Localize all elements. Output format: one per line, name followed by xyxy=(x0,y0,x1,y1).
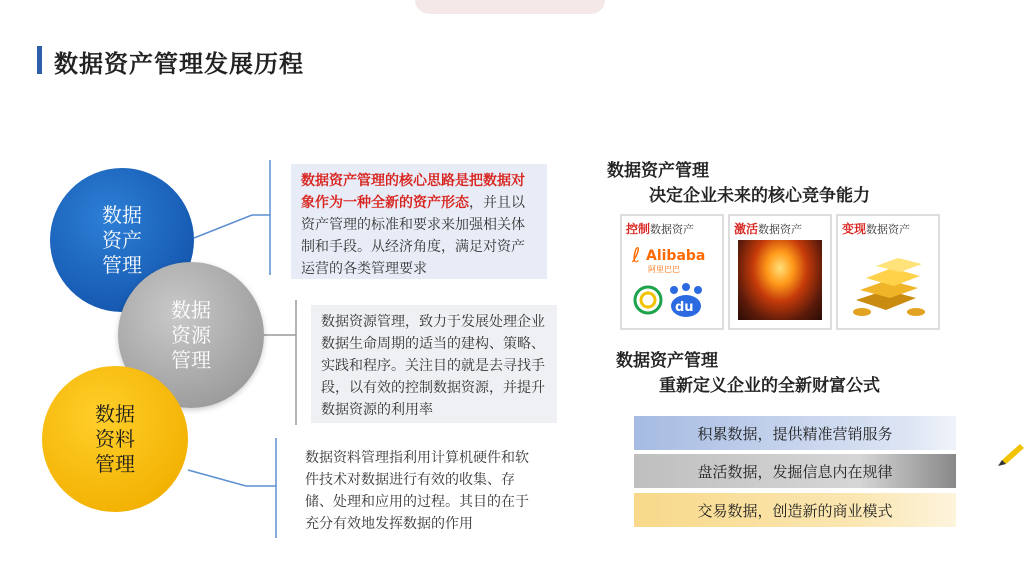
page-title: 数据资产管理发展历程 xyxy=(54,50,304,78)
pencil-icon xyxy=(998,438,1024,468)
formula-bar-activate: 盘活数据，发掘信息内在规律 xyxy=(634,454,956,488)
circle-resource-management: 数据 资源 管理 xyxy=(118,262,264,408)
heading-2-line1: 数据资产管理 xyxy=(616,351,718,371)
text-box-resource: 数据资源管理，致力于发展处理企业数据生命周期的适当的建构、策略、实践和程序。关注目的就是去寻找手段，以有效的控制数据资源，并提升数据资源的利用率 xyxy=(311,305,557,423)
asset-body-text: ，并且以资产管理的标准和要求来加强相关体制和手段。从经济角度，满足对资产运营的各类管理要求 xyxy=(301,195,525,277)
asset-highlight-text: 数据资产管理的核心思路是把数据对象作为一种全新的资产形态 xyxy=(301,173,525,211)
heading-1-line2: 决定企业未来的核心竞争能力 xyxy=(649,186,870,206)
svg-text:ℓ: ℓ xyxy=(632,243,641,267)
explosion-image-icon xyxy=(738,240,822,320)
baidu-logo-text: du xyxy=(675,300,694,315)
card-monetize-label: 变现数据资产 xyxy=(842,222,911,236)
card-control xyxy=(620,214,724,330)
connector-asset xyxy=(194,215,270,238)
gold-bars-icon xyxy=(846,240,930,320)
connector-material xyxy=(188,470,276,486)
card-activate xyxy=(728,214,832,330)
heading-1-line1: 数据资产管理 xyxy=(607,161,709,181)
formula-bar-trade: 交易数据，创造新的商业模式 xyxy=(634,493,956,527)
alibaba-logo-cn: 阿里巴巴 xyxy=(648,265,680,274)
circle-asset-management: 数据 资产 管理 xyxy=(50,168,194,312)
company-logos-icon xyxy=(630,240,714,320)
card-monetize xyxy=(836,214,940,330)
card-control-label: 控制数据资产 xyxy=(626,222,695,236)
heading-2-line2: 重新定义企业的全新财富公式 xyxy=(659,376,880,396)
circle-material-management: 数据 资料 管理 xyxy=(42,366,188,512)
text-box-material: 数据资料管理指利用计算机硬件和软件技术对数据进行有效的收集、存储、处理和应用的过程。其目的在于充分有效地发挥数据的作用 xyxy=(295,441,547,533)
alibaba-logo-text: Alibaba xyxy=(646,248,706,264)
formula-bar-accumulate: 积累数据，提供精准营销服务 xyxy=(634,416,956,450)
card-activate-label: 激活数据资产 xyxy=(734,222,803,236)
text-box-asset xyxy=(291,164,547,279)
